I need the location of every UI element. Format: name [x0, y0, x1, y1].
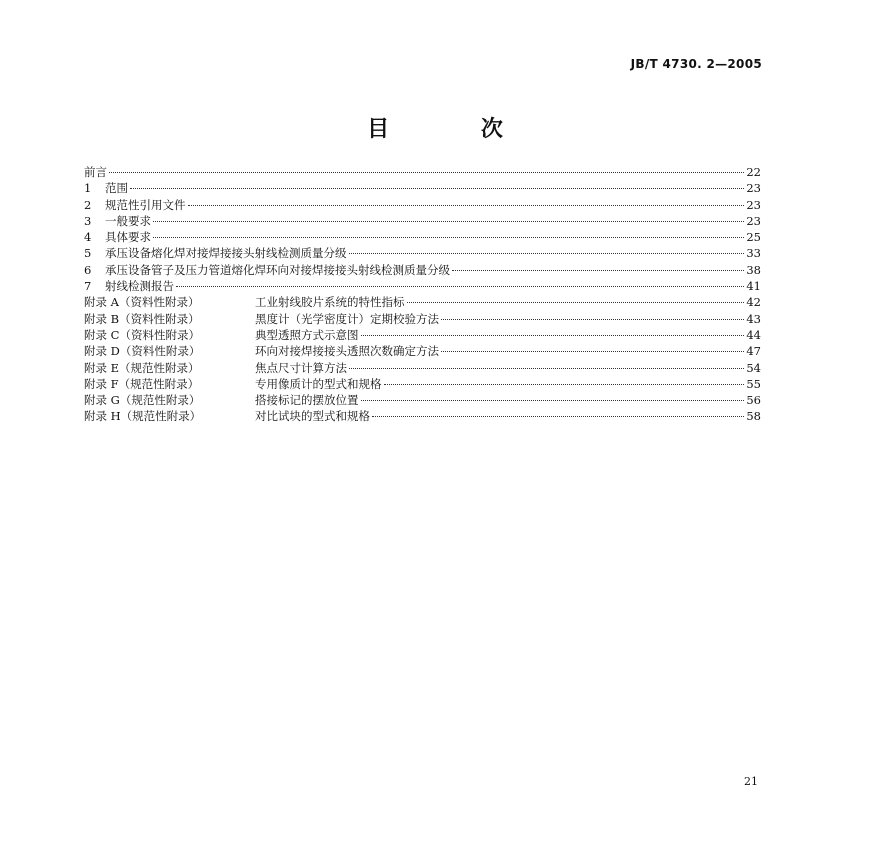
table-of-contents	[84, 164, 761, 425]
appendix-prefix: 附录 E（规范性附录）	[84, 360, 200, 375]
toc-entry-page: 58	[746, 409, 761, 424]
toc-entry-title: 工业射线胶片系统的特性指标	[255, 295, 405, 310]
toc-entry-title: 承压设备管子及压力管道熔化焊环向对接焊接接头射线检测质量分级	[105, 262, 450, 277]
toc-entry-title: 焦点尺寸计算方法	[255, 360, 347, 375]
toc-entry-number: 5	[84, 246, 92, 261]
toc-entry-title: 黑度计（光学密度计）定期校验方法	[255, 311, 439, 326]
toc-entry-chapter[interactable]	[84, 262, 761, 278]
dot-leader	[130, 188, 744, 189]
toc-entry-chapter[interactable]	[84, 229, 761, 245]
toc-entry-title: 范围	[105, 181, 128, 196]
toc-entry-page: 38	[746, 262, 761, 277]
toc-entry-title: 具体要求	[105, 230, 151, 245]
dot-leader	[153, 221, 744, 222]
toc-entry-chapter[interactable]	[84, 180, 761, 196]
toc-entry-title: 环向对接焊接接头透照次数确定方法	[255, 344, 439, 359]
toc-entry-appendix[interactable]	[84, 294, 761, 310]
toc-entry-page: 54	[746, 360, 761, 375]
toc-entry-chapter[interactable]	[84, 245, 761, 261]
toc-entry-page: 23	[746, 213, 761, 228]
dot-leader	[153, 237, 744, 238]
appendix-prefix: 附录 F（规范性附录）	[84, 376, 200, 391]
toc-entry-appendix[interactable]	[84, 376, 761, 392]
toc-entry-appendix[interactable]	[84, 392, 761, 408]
toc-entry-appendix[interactable]	[84, 408, 761, 424]
dot-leader	[349, 253, 745, 254]
appendix-prefix: 附录 B（资料性附录）	[84, 311, 200, 326]
toc-entry-appendix[interactable]	[84, 311, 761, 327]
dot-leader	[441, 351, 744, 352]
toc-entry-page: 42	[746, 295, 761, 310]
dot-leader	[361, 400, 745, 401]
toc-title: 目 次	[367, 117, 545, 142]
toc-entry-title: 搭接标记的摆放位置	[255, 393, 359, 408]
dot-leader	[188, 205, 745, 206]
appendix-prefix: 附录 A（资料性附录）	[84, 295, 200, 310]
dot-leader	[441, 319, 744, 320]
dot-leader	[176, 286, 744, 287]
toc-entry-page: 25	[746, 230, 761, 245]
toc-entry-page: 23	[746, 181, 761, 196]
toc-entry-appendix[interactable]	[84, 327, 761, 343]
toc-entry-number: 6	[84, 262, 92, 277]
toc-entry-title: 一般要求	[105, 213, 151, 228]
toc-entry-appendix[interactable]	[84, 360, 761, 376]
toc-entry-page: 33	[746, 246, 761, 261]
toc-entry-page: 55	[746, 376, 761, 391]
toc-entry-number: 1	[84, 181, 92, 196]
toc-entry-number: 7	[84, 279, 92, 294]
dot-leader	[407, 302, 745, 303]
toc-entry-title: 承压设备熔化焊对接焊接接头射线检测质量分级	[105, 246, 347, 261]
toc-entry-page: 44	[746, 327, 761, 342]
toc-entry-page: 41	[746, 279, 761, 294]
dot-leader	[384, 384, 745, 385]
toc-entry-page: 22	[746, 165, 761, 179]
dot-leader	[109, 172, 744, 173]
toc-entry-chapter[interactable]	[84, 213, 761, 229]
appendix-prefix: 附录 C（资料性附录）	[84, 327, 200, 342]
page-number: 21	[744, 775, 758, 788]
dot-leader	[349, 368, 744, 369]
toc-entry-title: 典型透照方式示意图	[255, 327, 359, 342]
toc-entry-page: 43	[746, 311, 761, 326]
toc-entry-number: 3	[84, 213, 92, 228]
toc-entry-title: 射线检测报告	[105, 279, 174, 294]
toc-entry-chapter[interactable]	[84, 278, 761, 294]
toc-entry-appendix[interactable]	[84, 343, 761, 359]
toc-entry-number: 4	[84, 230, 92, 245]
toc-entry-number: 2	[84, 197, 92, 212]
toc-entry-title: 前言	[84, 165, 107, 179]
toc-entry-page: 56	[746, 393, 761, 408]
appendix-prefix: 附录 H（规范性附录）	[84, 409, 202, 424]
dot-leader	[372, 416, 744, 417]
toc-entry-chapter[interactable]	[84, 197, 761, 213]
dot-leader	[361, 335, 745, 336]
appendix-prefix: 附录 G（规范性附录）	[84, 393, 201, 408]
toc-entry-foreword[interactable]	[84, 164, 761, 180]
toc-entry-title: 专用像质计的型式和规格	[255, 376, 382, 391]
toc-entry-title: 规范性引用文件	[105, 197, 186, 212]
toc-entry-page: 23	[746, 197, 761, 212]
dot-leader	[452, 270, 744, 271]
toc-entry-page: 47	[746, 344, 761, 359]
toc-entry-title: 对比试块的型式和规格	[255, 409, 370, 424]
standard-code: JB/T 4730. 2—2005	[630, 57, 762, 71]
appendix-prefix: 附录 D（资料性附录）	[84, 344, 201, 359]
